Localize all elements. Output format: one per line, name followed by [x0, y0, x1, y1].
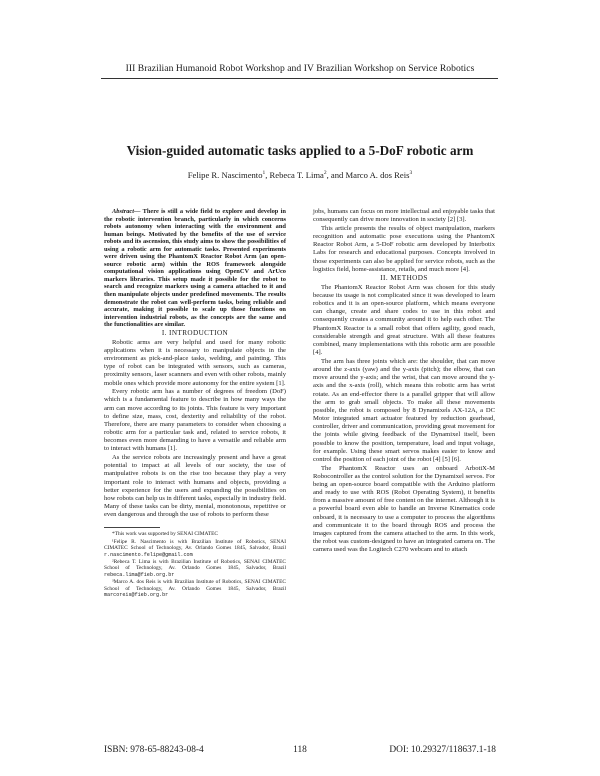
running-header: III Brazilian Humanoid Robot Workshop and IV Brazilian Workshop on Service Robotics — [125, 63, 475, 74]
paragraph: Robotic arms are very helpful and used for many robotic applications when it is necessary to manipulate objects in the environment as pick-and-place tasks, welding, and painting. This type of robot can be integrated with sensors, such as cameras, proximity sensors, laser scanners and even with other robots, mainly mobile ones which provide more autonomy for the entire system [1]. — [104, 338, 286, 387]
footnote: ¹Felipe R. Nascimento is with Brazilian Institute of Robotics, SENAI CIMATEC School of Technology, Av. Orlando Gomes 1845, Salvador, Brazil r.nascimento.felipe@gmail.com — [104, 538, 286, 558]
author-affiliation-mark: 3 — [409, 170, 413, 177]
section-heading-introduction: I. INTRODUCTION — [161, 329, 229, 338]
isbn: ISBN: 978-65-88243-08-4 — [104, 745, 204, 755]
author-name: Rebeca T. Lima — [269, 170, 324, 180]
footnote: ³Marco A. dos Reis is with Brazilian Institute of Robotics, SENAI CIMATEC School of Technology, Av. Orlando Gomes 1845, Salvador, Brazil marcoreis@fieb.org.br — [104, 579, 286, 599]
author-affiliation-mark: 2 — [323, 170, 327, 177]
email-link[interactable]: marcoreis@fieb.org.br — [104, 592, 169, 599]
author-name: Felipe R. Nascimento — [187, 170, 263, 180]
right-column — [313, 208, 495, 554]
header-divider — [101, 78, 498, 79]
abstract — [104, 208, 286, 329]
paragraph: The arm has three joints which are: the shoulder, that can move around the z-axis (yaw) and the y-axis (pitch); the elbow, that can move around the y-axis; and the wrist, that can move around the y-axis and the x-axis (roll), which means this robotic arm has wrist rotate. As an end-effector there is a parallel gripper that will allow the arm to grab small objects. To make all these movements possible, the robot is composed by 8 Dynamixels AX-12A, a DC Motor integrated smart actuator featured by reduction gearhead, controller, driver and communication, providing great movement for the joints while giving feedback of the Dynamixel itself, been possible to know the position, temperature, load and input voltage, for example. Using these smart servos makes easier to know and control the position of each joint of the robot [4] [5] [6]. — [313, 357, 495, 463]
section-heading-methods: II. METHODS — [380, 274, 428, 283]
paragraph: As the service robots are increasingly present and have a great potential to impact at all levels of our society, the use of manipulative robots is on the rise too because they play a very important role to interact with humans and objects, providing a better experience for the users and expanding the possibilities on how robots can help us in different tasks, especially in industry field. Many of these tasks can be dirty, menial, monotonous, repetitive or even dangerous and through the use of robots to perform these — [104, 454, 286, 519]
author-name: Marco A. dos Reis — [345, 170, 410, 180]
page-number: 118 — [293, 745, 307, 755]
footnote: *This work was supported by SENAI CIMATEC — [112, 531, 219, 538]
footnote: ²Rebeca T. Lima is with Brazilian Institute of Robotics, SENAI CIMATEC School of Technology, Av. Orlando Gomes 1845, Salvador, Brazil rebeca.lima@fieb.org.br — [104, 558, 286, 579]
author-separator: , and — [326, 170, 346, 180]
author-list — [0, 170, 600, 180]
paragraph: This article presents the results of object manipulation, markers recognition and automatic pose executions using the PhantomX Reactor Robot Arm, a 5-DoF robotic arm developed by Interbotix Labs for research and educational purposes. Concepts involved in those experiments can also be applied for service robots, such as the logistics field, home-assistance, retails, and much more [4]. — [313, 224, 495, 273]
footnote-divider — [104, 527, 160, 528]
footnotes — [104, 531, 286, 598]
email-link[interactable]: r.nascimento.felipe@gmail.com — [104, 551, 193, 558]
doi: DOI: 10.29327/118637.1-18 — [389, 745, 496, 755]
paragraph: jobs, humans can focus on more intellectual and enjoyable tasks that consequently can drive more innovation in society [2] [3]. — [313, 208, 495, 224]
author-affiliation-mark: 1 — [262, 170, 266, 177]
paragraph: Every robotic arm has a number of degrees of freedom (DoF) which is a fundamental feature to describe in how many ways the arm can move according to its joints. This feature is very important to define size, mass, cost, dexterity and reliability of the robot. Therefore, there are many parameters to consider when choosing a robotic arm for a particular task and, related to service robots, it becomes even more demanding to have a versatile and reliable arm to interact with humans [1]. — [104, 388, 286, 453]
abstract-label: Abstract — [112, 208, 135, 215]
left-column — [104, 208, 286, 599]
abstract-text: — There is still a wide field to explore and develop in the robotic intervention branch, particularly in which concerns robots autonomy when interacting with the environment and human beings. Motivated by the benefits of the use of service robots and its ascension, this study aims to show the possibilities of using a robotic arm for automatic tasks. Presented experiments were driven using the PhantomX Reactor Robot Arm (an open-source robotic arm) within the ROS framework alongside computational vision applications using OpenCV and ArUco markers libraries. This setup made it possible for the robot to search and recognize markers using a camera attached to it and then manipulate objects under predefined movements. The results demonstrate the robot can well-perform tasks, being reliable and accurate, making it possible to scale up those functions on intervention industrial robots, as the concepts are the same and the functionalities are similar. — [104, 208, 286, 329]
paragraph: The PhantomX Reactor Robot Arm was chosen for this study because its usage is not complicated since it was developed to learn robotics and it is an open-source platform, which means everyone can change, create and share codes to use in this robot and consequently creates a community around it to help each other. The PhantomX Reactor is a small robot that offers agility, good reach, considerable strength and great structure. With all these features combined, many implementations with this robotic arm are possible [4]. — [313, 283, 495, 357]
paper-title: Vision-guided automatic tasks applied to a 5-DoF robotic arm — [126, 143, 474, 158]
author-separator: , — [265, 170, 270, 180]
email-link[interactable]: rebeca.lima@fieb.org.br — [104, 572, 175, 579]
paragraph: The PhantomX Reactor uses an onboard ArbotiX-M Robocontroller as the control solution for the Dynamixel servos. For being an open-source board compatible with the Arduino platform and ready to use with ROS (Robot Operating System), it benefits from a massive amount of free content on the internet. Although it is a powerful board even able to handle an Inverse Kinematics code onboard, it is necessary to use a computer to process the algorithms and communicate it to the board through ROS and process the images captured from the camera attached to the arm. In this work, the robot was custom-designed to have an integrated camera on. The camera used was the Logitech C270 webcam and to attach — [313, 464, 495, 554]
